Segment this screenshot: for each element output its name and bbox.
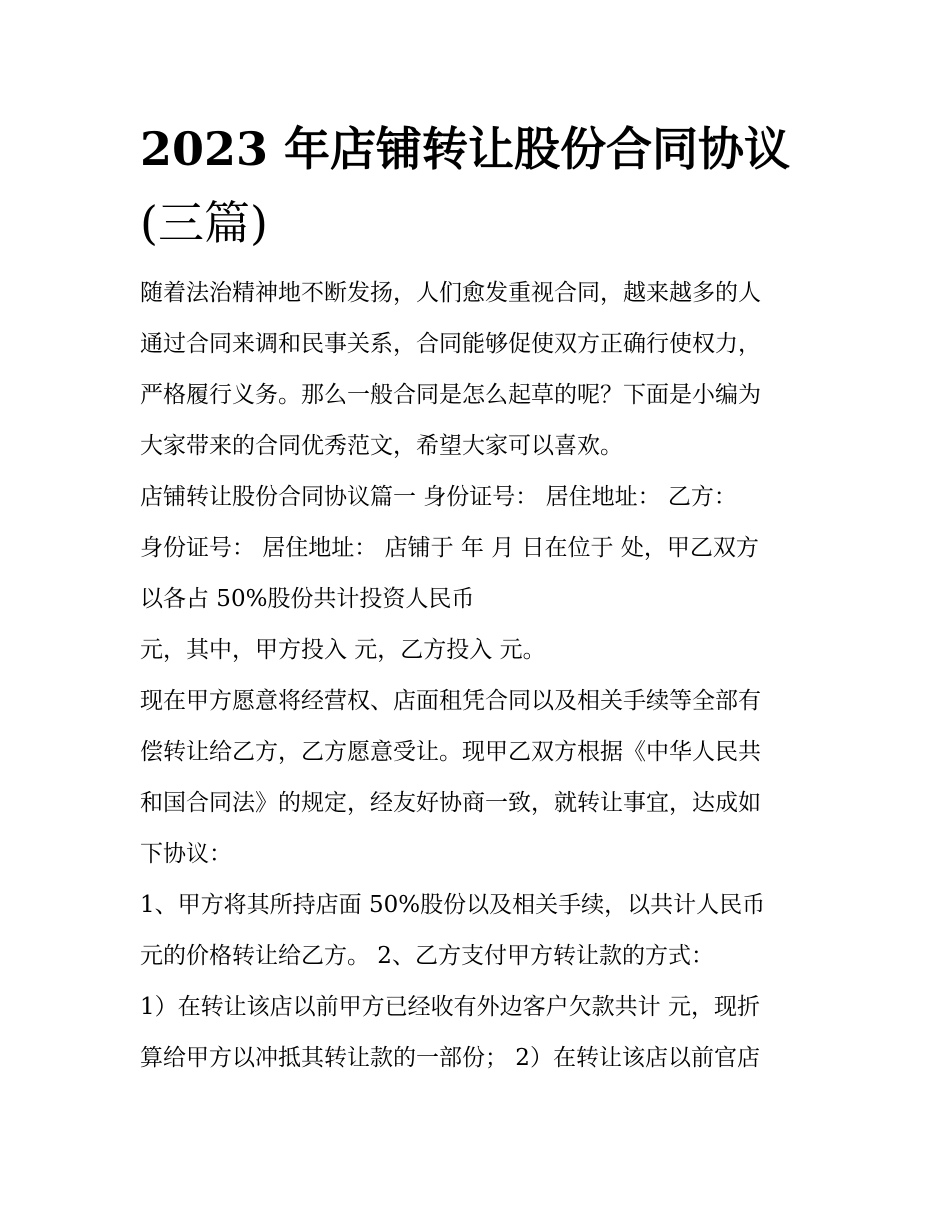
text-line: 现在甲方愿意将经营权、店面租凭合同以及相关手续等全部有 — [140, 688, 761, 714]
document-title — [140, 112, 815, 260]
text-line: 随着法治精神地不断发扬，人们愈发重视合同，越来越多的人 — [140, 280, 761, 306]
investment-paragraph — [140, 625, 815, 676]
document-page — [140, 112, 815, 1084]
text-line: 大家带来的合同优秀范文，希望大家可以喜欢。 — [140, 433, 623, 459]
intro-paragraph — [140, 268, 815, 472]
text-line: 身份证号： 居住地址： 店铺于 年 月 日在位于 处，甲乙双方 — [140, 535, 759, 561]
title-line-sub: (三篇) — [140, 196, 268, 250]
text-line: 1、甲方将其所持店面 50%股份以及相关手续，以共计人民币 — [140, 892, 766, 918]
text-line: 和国合同法》的规定，经友好协商一致，就转让事宜，达成如 — [140, 790, 761, 816]
text-line: 下协议： — [140, 841, 232, 867]
clause-1-paragraph — [140, 880, 815, 982]
text-line: 偿转让给乙方，乙方愿意受让。现甲乙双方根据《中华人民共 — [140, 739, 761, 765]
text-line: 严格履行义务。那么一般合同是怎么起草的呢？下面是小编为 — [140, 382, 761, 408]
text-line: 以各占 50%股份共计投资人民币 — [140, 586, 475, 612]
agreement-paragraph — [140, 676, 815, 880]
text-line: 元的价格转让给乙方。 2、乙方支付甲方转让款的方式： — [140, 943, 714, 969]
parties-paragraph — [140, 472, 815, 625]
text-line: 元，其中，甲方投入 元，乙方投入 元。 — [140, 637, 546, 663]
text-line: 算给甲方以冲抵其转让款的一部份； 2）在转让该店以前官店 — [140, 1045, 760, 1071]
clause-2-paragraph — [140, 982, 815, 1084]
text-line: 通过合同来调和民事关系，合同能够促使双方正确行使权力， — [140, 331, 761, 357]
text-line: 1）在转让该店以前甲方已经收有外边客户欠款共计 元，现折 — [140, 994, 760, 1020]
text-line: 店铺转让股份合同协议篇一 身份证号： 居住地址： 乙方： — [140, 484, 737, 510]
document-body — [140, 268, 815, 1084]
title-line-main: 2023 年店铺转让股份合同协议 — [140, 122, 791, 176]
